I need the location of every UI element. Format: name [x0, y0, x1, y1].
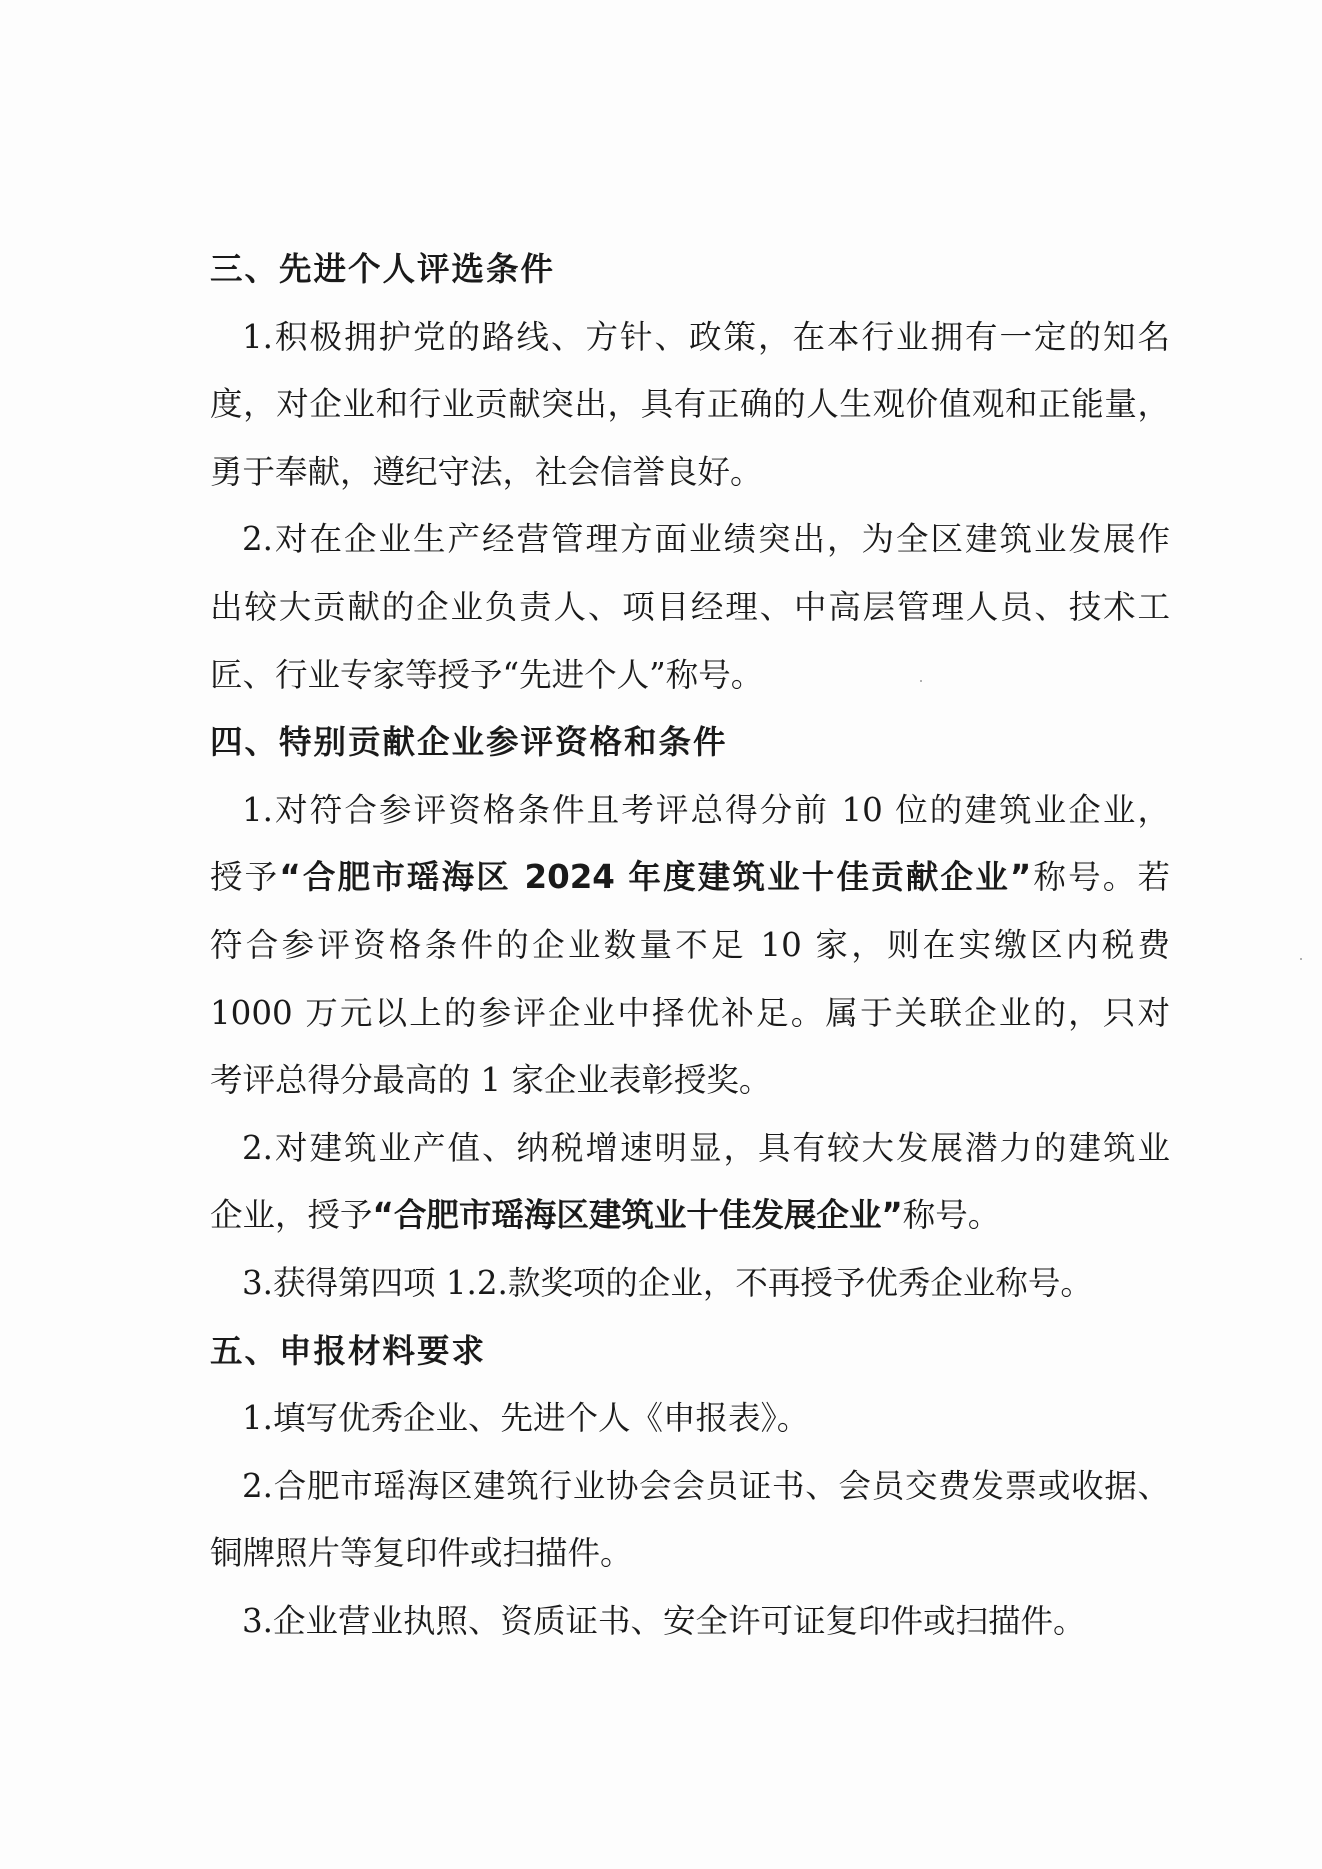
- section-heading: 五、申报材料要求: [210, 1331, 487, 1370]
- paragraph-line: [210, 844, 1170, 912]
- scan-speck: [1300, 958, 1302, 960]
- paragraph-line: 1.积极拥护党的路线、方针、政策，在本行业拥有一定的知名: [242, 317, 1170, 356]
- text-run: 企业，授予: [210, 1196, 373, 1235]
- document-body: [210, 236, 1170, 1655]
- section-heading: 三、先进个人评选条件: [210, 250, 556, 288]
- paragraph-line: 1.填写优秀企业、先进个人《申报表》。: [242, 1399, 810, 1438]
- paragraph-line: 匠、行业专家等授予“先进个人”称号。: [210, 655, 764, 694]
- text-run: 称号。: [902, 1196, 1001, 1235]
- award-title: “合肥市瑶海区 2024 年度建筑业十佳贡献企业”: [279, 858, 1032, 897]
- section-heading: 四、特别贡献企业参评资格和条件: [210, 723, 728, 762]
- paragraph-line: 3.企业营业执照、资质证书、安全许可证复印件或扫描件。: [242, 1601, 1086, 1640]
- paragraph-line: 2.对建筑业产值、纳税增速明显，具有较大发展潜力的建筑业: [242, 1128, 1170, 1167]
- paragraph-line: 1000 万元以上的参评企业中择优补足。属于关联企业的，只对: [210, 993, 1170, 1032]
- paragraph-line: 1.对符合参评资格条件且考评总得分前 10 位的建筑业企业，: [242, 790, 1170, 829]
- paragraph-line: 3.获得第四项 1.2.款奖项的企业，不再授予优秀企业称号。: [242, 1263, 1093, 1302]
- award-title: “合肥市瑶海区建筑业十佳发展企业”: [372, 1196, 903, 1235]
- scan-speck: [920, 680, 922, 682]
- paragraph-line: 铜牌照片等复印件或扫描件。: [210, 1534, 633, 1573]
- paragraph-line: 2.合肥市瑶海区建筑行业协会会员证书、会员交费发票或收据、: [242, 1466, 1170, 1505]
- paragraph-line: [210, 1182, 1170, 1250]
- paragraph-line: 符合参评资格条件的企业数量不足 10 家，则在实缴区内税费: [210, 925, 1170, 964]
- text-run: 授予: [210, 858, 280, 897]
- paragraph-line: 2.对在企业生产经营管理方面业绩突出，为全区建筑业发展作: [242, 520, 1170, 559]
- paragraph-line: 考评总得分最高的 1 家企业表彰授奖。: [210, 1061, 772, 1100]
- paragraph-line: 出较大贡献的企业负责人、项目经理、中高层管理人员、技术工: [210, 587, 1170, 626]
- paragraph-line: 勇于奉献，遵纪守法，社会信誉良好。: [210, 452, 763, 491]
- paragraph-line: 度，对企业和行业贡献突出，具有正确的人生观价值观和正能量，: [210, 385, 1170, 424]
- text-run: 称号。若: [1031, 858, 1170, 897]
